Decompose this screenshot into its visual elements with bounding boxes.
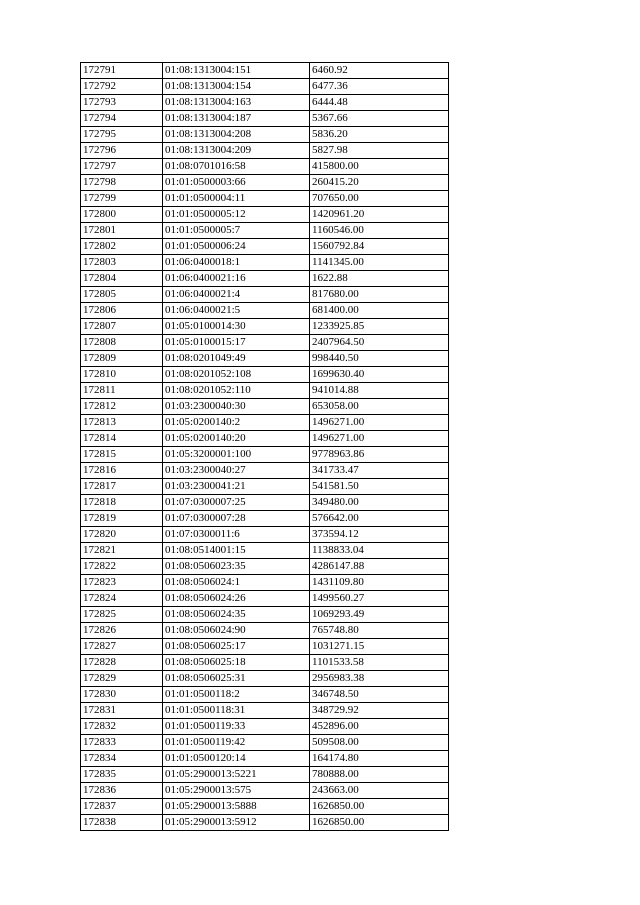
- row-number-cell: 172817: [81, 479, 163, 495]
- table-row: [81, 383, 449, 399]
- cadastral-number-cell: 01:05:2900013:5221: [163, 767, 310, 783]
- table-row: [81, 239, 449, 255]
- table-row: [81, 287, 449, 303]
- value-cell: 346748.50: [310, 687, 449, 703]
- value-cell: 576642.00: [310, 511, 449, 527]
- value-cell: 998440.50: [310, 351, 449, 367]
- row-number-cell: 172820: [81, 527, 163, 543]
- row-number-cell: 172799: [81, 191, 163, 207]
- cadastral-number-cell: 01:05:0200140:20: [163, 431, 310, 447]
- table-row: [81, 495, 449, 511]
- row-number-cell: 172811: [81, 383, 163, 399]
- cadastral-number-cell: 01:08:0201052:108: [163, 367, 310, 383]
- table-row: [81, 191, 449, 207]
- cadastral-number-cell: 01:01:0500118:31: [163, 703, 310, 719]
- table-row: [81, 95, 449, 111]
- row-number-cell: 172829: [81, 671, 163, 687]
- row-number-cell: 172823: [81, 575, 163, 591]
- cadastral-number-cell: 01:08:0201052:110: [163, 383, 310, 399]
- row-number-cell: 172808: [81, 335, 163, 351]
- value-cell: 509508.00: [310, 735, 449, 751]
- row-number-cell: 172822: [81, 559, 163, 575]
- table-row: [81, 639, 449, 655]
- table-row: [81, 783, 449, 799]
- value-cell: 2956983.38: [310, 671, 449, 687]
- cadastral-number-cell: 01:08:1313004:209: [163, 143, 310, 159]
- cadastral-number-cell: 01:08:0506025:18: [163, 655, 310, 671]
- value-cell: 415800.00: [310, 159, 449, 175]
- cadastral-number-cell: 01:01:0500004:11: [163, 191, 310, 207]
- cadastral-number-cell: 01:08:0506024:1: [163, 575, 310, 591]
- cadastral-number-cell: 01:08:0506024:35: [163, 607, 310, 623]
- table-row: [81, 527, 449, 543]
- cadastral-number-cell: 01:06:0400018:1: [163, 255, 310, 271]
- value-cell: 349480.00: [310, 495, 449, 511]
- row-number-cell: 172812: [81, 399, 163, 415]
- value-cell: 6460.92: [310, 63, 449, 79]
- row-number-cell: 172813: [81, 415, 163, 431]
- table-row: [81, 399, 449, 415]
- row-number-cell: 172797: [81, 159, 163, 175]
- table-row: [81, 447, 449, 463]
- table-row: [81, 735, 449, 751]
- row-number-cell: 172833: [81, 735, 163, 751]
- table-row: [81, 127, 449, 143]
- row-number-cell: 172838: [81, 815, 163, 831]
- cadastral-number-cell: 01:06:0400021:16: [163, 271, 310, 287]
- table-row: [81, 79, 449, 95]
- value-cell: 348729.92: [310, 703, 449, 719]
- cadastral-number-cell: 01:01:0500006:24: [163, 239, 310, 255]
- value-cell: 5367.66: [310, 111, 449, 127]
- cadastral-number-cell: 01:08:0506024:26: [163, 591, 310, 607]
- table-row: [81, 511, 449, 527]
- value-cell: 780888.00: [310, 767, 449, 783]
- value-cell: 1141345.00: [310, 255, 449, 271]
- cadastral-number-cell: 01:08:1313004:154: [163, 79, 310, 95]
- table-row: [81, 207, 449, 223]
- cadastral-number-cell: 01:01:0500120:14: [163, 751, 310, 767]
- table-row: [81, 63, 449, 79]
- row-number-cell: 172835: [81, 767, 163, 783]
- value-cell: 452896.00: [310, 719, 449, 735]
- value-cell: 765748.80: [310, 623, 449, 639]
- cadastral-number-cell: 01:01:0500005:7: [163, 223, 310, 239]
- table-row: [81, 655, 449, 671]
- table-row: [81, 351, 449, 367]
- value-cell: 1622.88: [310, 271, 449, 287]
- value-cell: 6444.48: [310, 95, 449, 111]
- value-cell: 1626850.00: [310, 799, 449, 815]
- table-row: [81, 591, 449, 607]
- value-cell: 260415.20: [310, 175, 449, 191]
- cadastral-number-cell: 01:01:0500118:2: [163, 687, 310, 703]
- table-row: [81, 255, 449, 271]
- row-number-cell: 172816: [81, 463, 163, 479]
- cadastral-number-cell: 01:08:0701016:58: [163, 159, 310, 175]
- value-cell: 164174.80: [310, 751, 449, 767]
- row-number-cell: 172796: [81, 143, 163, 159]
- table-row: [81, 415, 449, 431]
- value-cell: 1233925.85: [310, 319, 449, 335]
- value-cell: 243663.00: [310, 783, 449, 799]
- row-number-cell: 172828: [81, 655, 163, 671]
- table-row: [81, 751, 449, 767]
- cadastral-number-cell: 01:05:0100014:30: [163, 319, 310, 335]
- row-number-cell: 172810: [81, 367, 163, 383]
- row-number-cell: 172836: [81, 783, 163, 799]
- table-row: [81, 223, 449, 239]
- row-number-cell: 172795: [81, 127, 163, 143]
- row-number-cell: 172798: [81, 175, 163, 191]
- value-cell: 941014.88: [310, 383, 449, 399]
- row-number-cell: 172837: [81, 799, 163, 815]
- row-number-cell: 172809: [81, 351, 163, 367]
- value-cell: 6477.36: [310, 79, 449, 95]
- row-number-cell: 172814: [81, 431, 163, 447]
- cadastral-number-cell: 01:08:1313004:163: [163, 95, 310, 111]
- cadastral-number-cell: 01:07:0300007:28: [163, 511, 310, 527]
- table-row: [81, 431, 449, 447]
- row-number-cell: 172825: [81, 607, 163, 623]
- value-cell: 1101533.58: [310, 655, 449, 671]
- row-number-cell: 172807: [81, 319, 163, 335]
- value-cell: 1420961.20: [310, 207, 449, 223]
- cadastral-number-cell: 01:05:0100015:17: [163, 335, 310, 351]
- value-cell: 1560792.84: [310, 239, 449, 255]
- value-cell: 541581.50: [310, 479, 449, 495]
- table-body: [81, 63, 449, 831]
- cadastral-number-cell: 01:08:0506023:35: [163, 559, 310, 575]
- cadastral-number-cell: 01:05:2900013:5888: [163, 799, 310, 815]
- value-cell: 5836.20: [310, 127, 449, 143]
- row-number-cell: 172821: [81, 543, 163, 559]
- row-number-cell: 172800: [81, 207, 163, 223]
- cadastral-number-cell: 01:03:2300041:21: [163, 479, 310, 495]
- table-row: [81, 335, 449, 351]
- cadastral-number-cell: 01:08:1313004:151: [163, 63, 310, 79]
- row-number-cell: 172791: [81, 63, 163, 79]
- row-number-cell: 172803: [81, 255, 163, 271]
- table-row: [81, 479, 449, 495]
- value-cell: 1160546.00: [310, 223, 449, 239]
- cadastral-number-cell: 01:05:2900013:5912: [163, 815, 310, 831]
- value-cell: 1496271.00: [310, 415, 449, 431]
- value-cell: 1138833.04: [310, 543, 449, 559]
- value-cell: 1031271.15: [310, 639, 449, 655]
- value-cell: 341733.47: [310, 463, 449, 479]
- row-number-cell: 172827: [81, 639, 163, 655]
- row-number-cell: 172806: [81, 303, 163, 319]
- value-cell: 653058.00: [310, 399, 449, 415]
- cadastral-number-cell: 01:08:0506024:90: [163, 623, 310, 639]
- cadastral-number-cell: 01:06:0400021:5: [163, 303, 310, 319]
- value-cell: 1496271.00: [310, 431, 449, 447]
- table-row: [81, 159, 449, 175]
- row-number-cell: 172792: [81, 79, 163, 95]
- row-number-cell: 172831: [81, 703, 163, 719]
- cadastral-number-cell: 01:01:0500119:42: [163, 735, 310, 751]
- table-row: [81, 623, 449, 639]
- table-row: [81, 799, 449, 815]
- value-cell: 2407964.50: [310, 335, 449, 351]
- cadastral-number-cell: 01:08:1313004:208: [163, 127, 310, 143]
- cadastral-number-cell: 01:07:0300011:6: [163, 527, 310, 543]
- cadastral-number-cell: 01:01:0500119:33: [163, 719, 310, 735]
- value-cell: 1431109.80: [310, 575, 449, 591]
- value-cell: 1499560.27: [310, 591, 449, 607]
- value-cell: 1069293.49: [310, 607, 449, 623]
- value-cell: 5827.98: [310, 143, 449, 159]
- row-number-cell: 172834: [81, 751, 163, 767]
- row-number-cell: 172801: [81, 223, 163, 239]
- cadastral-number-cell: 01:08:0514001:15: [163, 543, 310, 559]
- value-cell: 1699630.40: [310, 367, 449, 383]
- table-row: [81, 271, 449, 287]
- data-table: [80, 62, 449, 831]
- value-cell: 373594.12: [310, 527, 449, 543]
- cadastral-number-cell: 01:08:1313004:187: [163, 111, 310, 127]
- table-row: [81, 463, 449, 479]
- table-row: [81, 607, 449, 623]
- value-cell: 707650.00: [310, 191, 449, 207]
- table-row: [81, 575, 449, 591]
- cadastral-number-cell: 01:07:0300007:25: [163, 495, 310, 511]
- row-number-cell: 172815: [81, 447, 163, 463]
- cadastral-number-cell: 01:06:0400021:4: [163, 287, 310, 303]
- table-row: [81, 687, 449, 703]
- row-number-cell: 172819: [81, 511, 163, 527]
- row-number-cell: 172824: [81, 591, 163, 607]
- row-number-cell: 172794: [81, 111, 163, 127]
- value-cell: 817680.00: [310, 287, 449, 303]
- cadastral-number-cell: 01:05:2900013:575: [163, 783, 310, 799]
- row-number-cell: 172826: [81, 623, 163, 639]
- table-row: [81, 671, 449, 687]
- value-cell: 9778963.86: [310, 447, 449, 463]
- table-row: [81, 175, 449, 191]
- cadastral-number-cell: 01:08:0201049:49: [163, 351, 310, 367]
- row-number-cell: 172793: [81, 95, 163, 111]
- cadastral-number-cell: 01:03:2300040:27: [163, 463, 310, 479]
- table-row: [81, 719, 449, 735]
- cadastral-number-cell: 01:05:3200001:100: [163, 447, 310, 463]
- cadastral-number-cell: 01:01:0500003:66: [163, 175, 310, 191]
- row-number-cell: 172802: [81, 239, 163, 255]
- table-row: [81, 703, 449, 719]
- row-number-cell: 172804: [81, 271, 163, 287]
- row-number-cell: 172805: [81, 287, 163, 303]
- table-row: [81, 767, 449, 783]
- table-row: [81, 559, 449, 575]
- row-number-cell: 172830: [81, 687, 163, 703]
- table-row: [81, 543, 449, 559]
- table-row: [81, 815, 449, 831]
- row-number-cell: 172832: [81, 719, 163, 735]
- table-row: [81, 319, 449, 335]
- row-number-cell: 172818: [81, 495, 163, 511]
- value-cell: 1626850.00: [310, 815, 449, 831]
- cadastral-number-cell: 01:08:0506025:17: [163, 639, 310, 655]
- cadastral-number-cell: 01:03:2300040:30: [163, 399, 310, 415]
- value-cell: 4286147.88: [310, 559, 449, 575]
- cadastral-number-cell: 01:08:0506025:31: [163, 671, 310, 687]
- table-row: [81, 367, 449, 383]
- table-row: [81, 111, 449, 127]
- table-row: [81, 303, 449, 319]
- table-row: [81, 143, 449, 159]
- cadastral-number-cell: 01:05:0200140:2: [163, 415, 310, 431]
- cadastral-number-cell: 01:01:0500005:12: [163, 207, 310, 223]
- value-cell: 681400.00: [310, 303, 449, 319]
